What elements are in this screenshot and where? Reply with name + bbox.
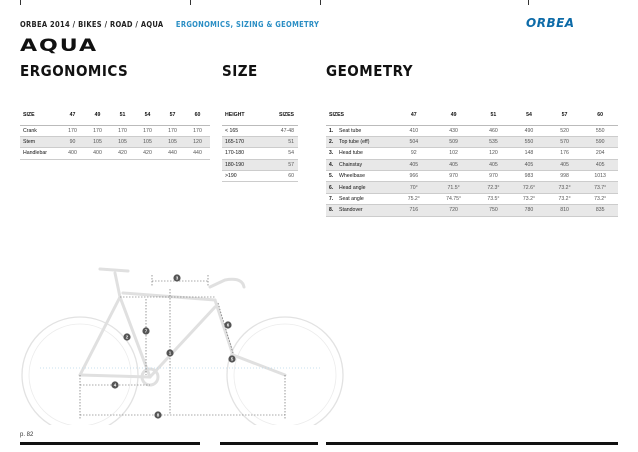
table-header: 54 — [135, 105, 160, 125]
table-cell: 120 — [185, 136, 210, 147]
marker-label: 7 — [144, 328, 148, 334]
table-cell: 1013 — [582, 171, 618, 182]
bottom-rule — [20, 442, 618, 445]
table-cell: 73.5° — [476, 193, 512, 204]
row-label: Seat angle — [339, 196, 364, 203]
table-header: 47 — [396, 105, 432, 125]
table-cell: 51 — [263, 136, 298, 147]
breadcrumb — [20, 20, 319, 29]
table-cell: 170 — [135, 125, 160, 136]
table-cell: 405 — [582, 159, 618, 170]
ergonomics-table — [20, 105, 210, 160]
row-index: 6. — [329, 184, 334, 191]
table-header: SIZES — [263, 105, 298, 125]
table-cell: 720 — [432, 205, 476, 216]
row-label: Head angle — [339, 184, 366, 191]
row-label: Top tube (eff) — [339, 139, 370, 146]
table-cell: 550 — [511, 136, 547, 147]
top-rule — [20, 0, 618, 5]
table-cell — [326, 182, 396, 193]
table-cell: 71.5° — [432, 182, 476, 193]
table-cell: 570 — [547, 136, 583, 147]
row-label: Standover — [339, 207, 363, 214]
row-index: 4. — [329, 161, 334, 168]
table-row — [222, 125, 298, 136]
table-cell: 420 — [135, 148, 160, 159]
table-cell: 180-190 — [222, 159, 263, 170]
table-cell — [326, 171, 396, 182]
size-heading: SIZE — [222, 62, 258, 80]
marker-label: 4 — [113, 382, 117, 388]
table-cell: 73.7° — [582, 182, 618, 193]
row-index: 1. — [329, 127, 334, 134]
table-header: 51 — [476, 105, 512, 125]
table-row — [222, 159, 298, 170]
table-cell: 73.2° — [582, 193, 618, 204]
row-index: 2. — [329, 139, 334, 146]
table-row — [222, 148, 298, 159]
table-cell: 405 — [476, 159, 512, 170]
table-cell: 170 — [185, 125, 210, 136]
table-cell: 405 — [547, 159, 583, 170]
table-cell: 170 — [160, 125, 185, 136]
marker-label: 8 — [156, 412, 160, 418]
table-row — [20, 148, 210, 159]
table-header: 49 — [85, 105, 110, 125]
table-row — [222, 136, 298, 147]
table-cell: >190 — [222, 171, 263, 182]
ergonomics-heading: ERGONOMICS — [20, 62, 129, 80]
table-cell: 509 — [432, 136, 476, 147]
table-cell: 148 — [511, 148, 547, 159]
table-cell: 170-180 — [222, 148, 263, 159]
table-cell: 73.2° — [511, 193, 547, 204]
table-cell — [326, 148, 396, 159]
ergonomics-header-row — [20, 105, 210, 125]
table-cell: 780 — [511, 205, 547, 216]
table-cell: 750 — [476, 205, 512, 216]
table-cell: Handlebar — [20, 148, 60, 159]
marker-label: 2 — [125, 334, 129, 340]
marker-label: 5 — [230, 356, 234, 362]
table-row — [326, 205, 618, 216]
table-row — [326, 159, 618, 170]
table-cell: 504 — [396, 136, 432, 147]
table-cell — [326, 159, 396, 170]
table-cell: 60 — [263, 171, 298, 182]
row-index: 7. — [329, 196, 334, 203]
bike-geometry-diagram — [20, 225, 620, 425]
marker-label: 3 — [175, 275, 179, 281]
table-row — [326, 182, 618, 193]
table-cell: 535 — [476, 136, 512, 147]
size-header-row — [222, 105, 298, 125]
table-cell: 47-48 — [263, 125, 298, 136]
table-cell: 405 — [396, 159, 432, 170]
row-label: Wheelbase — [339, 173, 365, 180]
geometry-table — [326, 105, 618, 217]
brand-logo: ORBEA — [526, 16, 575, 30]
table-header: 51 — [110, 105, 135, 125]
table-header: SIZES — [326, 105, 396, 125]
table-cell: 966 — [396, 171, 432, 182]
table-header: 57 — [160, 105, 185, 125]
table-header: SIZE — [20, 105, 60, 125]
table-cell: 520 — [547, 125, 583, 136]
table-cell: 105 — [110, 136, 135, 147]
row-index: 5. — [329, 173, 334, 180]
table-row — [20, 125, 210, 136]
table-cell: 204 — [582, 148, 618, 159]
table-cell: 460 — [476, 125, 512, 136]
table-cell — [326, 125, 396, 136]
table-row — [20, 136, 210, 147]
table-cell: 102 — [432, 148, 476, 159]
table-cell: 120 — [476, 148, 512, 159]
table-header: HEIGHT — [222, 105, 263, 125]
table-row — [326, 171, 618, 182]
table-header: 54 — [511, 105, 547, 125]
table-cell: 998 — [547, 171, 583, 182]
marker-label: 1 — [168, 350, 172, 356]
table-row — [326, 148, 618, 159]
table-cell: 550 — [582, 125, 618, 136]
row-label: Head tube — [339, 150, 363, 157]
table-cell: 835 — [582, 205, 618, 216]
bike-frame-icon — [80, 269, 285, 385]
table-cell: 590 — [582, 136, 618, 147]
table-cell: 73.2° — [547, 193, 583, 204]
table-cell: 400 — [60, 148, 85, 159]
table-cell: 105 — [160, 136, 185, 147]
table-cell: 440 — [160, 148, 185, 159]
table-cell: 420 — [110, 148, 135, 159]
table-cell: 170 — [85, 125, 110, 136]
table-cell: 72.6° — [511, 182, 547, 193]
table-cell: Crank — [20, 125, 60, 136]
table-cell: 165-170 — [222, 136, 263, 147]
table-row — [326, 193, 618, 204]
row-label: Seat tube — [339, 127, 362, 134]
table-cell: 490 — [511, 125, 547, 136]
table-cell: 170 — [60, 125, 85, 136]
table-cell — [326, 136, 396, 147]
geometry-header-row — [326, 105, 618, 125]
model-logo: AQUA — [20, 36, 99, 56]
table-cell: 74.75° — [432, 193, 476, 204]
table-cell — [326, 205, 396, 216]
table-cell: 810 — [547, 205, 583, 216]
table-cell: 983 — [511, 171, 547, 182]
table-row — [326, 136, 618, 147]
table-row — [326, 125, 618, 136]
table-cell: 430 — [432, 125, 476, 136]
row-label: Chainstay — [339, 161, 363, 168]
table-cell: 75.2° — [396, 193, 432, 204]
table-cell: 405 — [432, 159, 476, 170]
marker-label: 6 — [226, 322, 230, 328]
table-header: 47 — [60, 105, 85, 125]
table-cell: 716 — [396, 205, 432, 216]
table-cell: < 165 — [222, 125, 263, 136]
table-cell — [326, 193, 396, 204]
table-cell: 105 — [135, 136, 160, 147]
table-cell: 970 — [476, 171, 512, 182]
geometry-heading: GEOMETRY — [326, 62, 413, 80]
table-row — [222, 171, 298, 182]
breadcrumb-path: ORBEA 2014 / BIKES / ROAD / AQUA — [20, 20, 164, 29]
table-cell: 54 — [263, 148, 298, 159]
table-cell: 410 — [396, 125, 432, 136]
table-cell: 73.2° — [547, 182, 583, 193]
table-cell: 405 — [511, 159, 547, 170]
table-header: 60 — [185, 105, 210, 125]
row-index: 3. — [329, 150, 334, 157]
table-cell: 440 — [185, 148, 210, 159]
table-cell: 176 — [547, 148, 583, 159]
table-header: 57 — [547, 105, 583, 125]
size-table — [222, 105, 298, 182]
table-cell: 57 — [263, 159, 298, 170]
table-header: 49 — [432, 105, 476, 125]
table-cell: Stem — [20, 136, 60, 147]
table-cell: 70° — [396, 182, 432, 193]
row-index: 8. — [329, 207, 334, 214]
table-cell: 105 — [85, 136, 110, 147]
table-cell: 90 — [60, 136, 85, 147]
table-cell: 400 — [85, 148, 110, 159]
page-number: p. 82 — [20, 432, 34, 438]
section-title: ERGONOMICS, SIZING & GEOMETRY — [175, 20, 320, 29]
table-cell: 970 — [432, 171, 476, 182]
table-header: 60 — [582, 105, 618, 125]
table-cell: 72.3° — [476, 182, 512, 193]
table-cell: 92 — [396, 148, 432, 159]
table-cell: 170 — [110, 125, 135, 136]
